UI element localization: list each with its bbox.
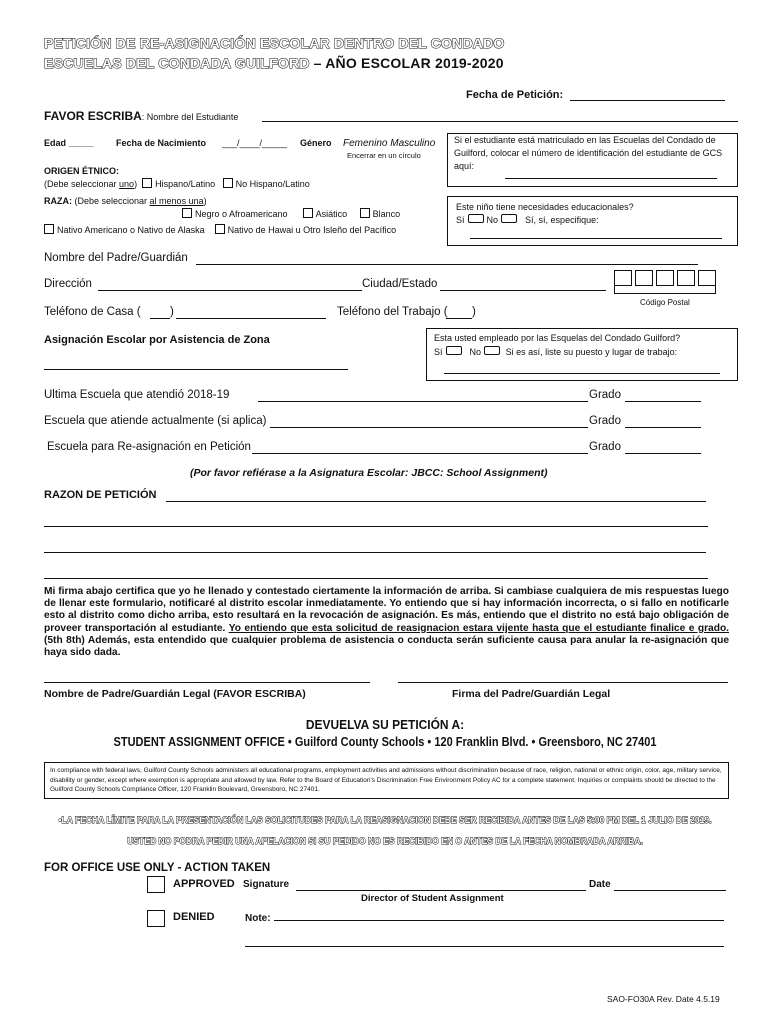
race-note-emphasis: al menos una bbox=[149, 196, 204, 206]
requested-school-grade-label: Grado bbox=[589, 441, 621, 453]
certification-text-underlined: Yo entiendo que esta solicitud de reasignacion estara vijente hasta que el estudiante finalice e grado. bbox=[228, 622, 729, 634]
home-phone-close: ) bbox=[170, 306, 174, 318]
student-name-row bbox=[44, 109, 238, 123]
ethnic-hispanic-label: Hispano/Latino bbox=[155, 179, 216, 189]
dob-label: Fecha de Nacimiento bbox=[116, 138, 207, 148]
reason-label: RAZON DE PETICIÓN bbox=[44, 489, 157, 501]
deadline-text: •LA FECHA LÍMITE PARA LA PRESENTACIÓN LAS SOLICITUDES PARA LA REASIGNACION DEBE SER RECIBIDA ANTES DE LAS 5:00 PM DEL 1 JULIO DE 2019. bbox=[58, 815, 712, 826]
race-label: RAZA: bbox=[44, 196, 72, 206]
no-appeal-text: USTED NO PODRA PEDIR UNA APELACION SI SU PEDIDO NO ES RECIBIDO EN O ANTES DE LA FECHA NOMBRADA ARRIBA. bbox=[127, 836, 643, 847]
current-school-label: Escuela que atiende actualmente (si aplica) bbox=[44, 415, 267, 427]
race-white-checkbox[interactable] bbox=[360, 208, 370, 218]
form-title-line2 bbox=[44, 55, 504, 71]
refer-note: (Por favor refiérase a la Asignatura Escolar: JBCC: School Assignment) bbox=[190, 467, 548, 479]
requested-school-label: Escuela para Re-asignación en Petición bbox=[47, 441, 251, 453]
certification-text-2: (5th 8th) Además, esta entendido que cualquier problema de asistencia o conducta serán suficiente causa para anular la re-asignación que haya sido dada. bbox=[44, 634, 729, 659]
reason-line-1[interactable] bbox=[166, 501, 706, 502]
race-note-close: ) bbox=[203, 196, 207, 206]
zip-digit-3[interactable] bbox=[656, 270, 674, 286]
return-address: STUDENT ASSIGNMENT OFFICE • Guilford County Schools • 120 Franklin Blvd. • Greensboro, NC 27401 bbox=[113, 735, 657, 749]
ethnic-non-hispanic-label: No Hispano/Latino bbox=[235, 179, 310, 189]
race-row bbox=[44, 196, 207, 206]
note-line-2[interactable] bbox=[245, 946, 724, 947]
return-heading: DEVUELVA SU PETICIÓN A: bbox=[305, 717, 465, 732]
race-row-2 bbox=[182, 208, 400, 219]
favor-escriba-label: FAVOR ESCRIBA bbox=[44, 109, 142, 123]
guardian-printed-name-label: Nombre de Padre/Guardián Legal (FAVOR ESCRIBA) bbox=[44, 688, 306, 700]
employed-question: Esta usted empleado por las Esquelas del Condado Guilford? bbox=[434, 333, 681, 343]
gcs-id-text: Si el estudiante está matriculado en las Escuelas del Condado de Guilford, colocar el número de identificación del estudiante de GCS aquí: bbox=[454, 135, 723, 171]
last-school-label: Ultima Escuela que atendió 2018-19 bbox=[44, 389, 230, 401]
office-date-label: Date bbox=[589, 879, 611, 890]
work-phone-close: ) bbox=[472, 306, 476, 318]
director-signature-field[interactable] bbox=[296, 890, 586, 891]
employed-row bbox=[434, 346, 677, 357]
zip-digit-5[interactable] bbox=[698, 270, 716, 286]
current-school-grade-field[interactable] bbox=[625, 427, 701, 428]
ethnic-note-close: ) bbox=[134, 179, 138, 189]
note-label: Note: bbox=[245, 913, 271, 924]
requested-school-grade-field[interactable] bbox=[625, 453, 701, 454]
guardian-signature-field[interactable] bbox=[398, 682, 728, 683]
race-white-label: Blanco bbox=[372, 209, 401, 219]
dob-field[interactable]: ___/____/_____ bbox=[222, 138, 288, 148]
approved-label: APPROVED bbox=[173, 878, 235, 890]
circle-note: Encerrar en un círculo bbox=[347, 151, 421, 160]
last-school-grade-label: Grado bbox=[589, 389, 621, 401]
district-name: ESCUELAS DEL CONDADA GUILFORD bbox=[44, 55, 310, 71]
employed-no-checkbox[interactable] bbox=[484, 346, 500, 355]
signature-label: Signature bbox=[243, 879, 290, 890]
school-year: – AÑO ESCOLAR 2019-2020 bbox=[309, 55, 504, 71]
certification-text bbox=[44, 586, 729, 659]
zip-digit-1[interactable] bbox=[614, 270, 632, 286]
ethnic-note: (Debe seleccionar bbox=[44, 179, 120, 189]
gender-options[interactable]: Femenino Masculino bbox=[343, 138, 436, 149]
race-black-label: Negro o Afroamericano bbox=[195, 209, 288, 219]
guardian-printed-name-field[interactable] bbox=[44, 682, 370, 683]
race-hawaiian-label: Nativo de Hawai u Otro Isleño del Pacífico bbox=[227, 225, 397, 235]
zip-underbox bbox=[614, 286, 716, 294]
ethnic-note-emphasis: uno bbox=[119, 179, 135, 189]
ethnic-label: ORIGEN ÉTNICO: bbox=[44, 166, 120, 176]
city-state-label: Ciudad/Estado bbox=[362, 278, 438, 290]
gcs-id-field[interactable] bbox=[505, 178, 717, 179]
guardian-signature-label: Firma del Padre/Guardián Legal bbox=[452, 688, 611, 700]
employed-si-label: Sí bbox=[434, 347, 443, 357]
zip-label: Código Postal bbox=[640, 298, 690, 307]
employed-field[interactable] bbox=[444, 373, 720, 374]
race-hawaiian-checkbox[interactable] bbox=[215, 224, 225, 234]
student-name-label: : Nombre del Estudiante bbox=[141, 112, 239, 122]
last-school-field[interactable] bbox=[258, 401, 588, 402]
compliance-notice: In compliance with federal laws, Guilford County Schools administers all educational programs, employment activities and admissions without discrimination because of race, religion, national or ethnic origin, color, age, military service, disability or gender, except where exemption is appropriate and allowed by law. Refer to the Board of Education's Discrimination Free Environment Policy AC for a complete statement. Inquiries or complaints should be directed to the Guilford County Schools Compliance Officer, 120 Franklin Boulevard, Greensboro, NC 27401. bbox=[44, 762, 729, 799]
approved-checkbox[interactable] bbox=[147, 876, 165, 893]
requested-school-field[interactable] bbox=[252, 453, 588, 454]
special-needs-specify-label: Sí, sí, especifique: bbox=[525, 215, 599, 225]
employed-si-checkbox[interactable] bbox=[446, 346, 462, 355]
work-phone-area-field[interactable] bbox=[446, 318, 472, 319]
race-note: (Debe seleccionar bbox=[72, 196, 150, 206]
address-field[interactable] bbox=[98, 290, 362, 291]
employed-no-label: No bbox=[469, 347, 482, 357]
gender-label: Género bbox=[300, 138, 332, 148]
no-appeal-notice bbox=[39, 836, 732, 847]
denied-label: DENIED bbox=[173, 911, 215, 923]
current-school-grade-label: Grado bbox=[589, 415, 621, 427]
office-use-heading: FOR OFFICE USE ONLY - ACTION TAKEN bbox=[44, 862, 271, 874]
special-needs-si-label: Sí bbox=[456, 215, 465, 225]
race-row-3 bbox=[44, 224, 396, 235]
guardian-name-label: Nombre del Padre/Guardián bbox=[44, 252, 188, 264]
race-native-am-checkbox[interactable] bbox=[44, 224, 54, 234]
guardian-name-field[interactable] bbox=[196, 264, 698, 265]
home-phone-label: Teléfono de Casa ( bbox=[44, 306, 141, 318]
ethnic-row bbox=[44, 178, 310, 189]
reason-line-2[interactable] bbox=[44, 526, 708, 527]
petition-date-label: Fecha de Petición: bbox=[466, 89, 564, 101]
note-line-1[interactable] bbox=[274, 920, 724, 921]
city-state-field[interactable] bbox=[440, 290, 606, 291]
current-school-field[interactable] bbox=[270, 427, 588, 428]
race-black-checkbox[interactable] bbox=[182, 208, 192, 218]
director-label: Director of Student Assignment bbox=[361, 893, 504, 904]
last-school-grade-field[interactable] bbox=[625, 401, 701, 402]
work-phone-label: Teléfono del Trabajo ( bbox=[337, 306, 448, 318]
deadline-notice bbox=[39, 815, 732, 826]
form-id: SAO-FO30A Rev. Date 4.5.19 bbox=[607, 994, 720, 1004]
petition-date-field[interactable] bbox=[570, 100, 725, 101]
special-needs-field[interactable] bbox=[470, 238, 722, 239]
home-phone-field[interactable] bbox=[176, 318, 326, 319]
special-needs-question: Este niño tiene necesidades educacionales? bbox=[456, 202, 634, 212]
employed-specify-label: Si es así, liste su puesto y lugar de trabajo: bbox=[505, 347, 678, 357]
zip-digit-4[interactable] bbox=[677, 270, 695, 286]
ethnic-hispanic-checkbox[interactable] bbox=[142, 178, 152, 188]
special-needs-no-label: No bbox=[486, 215, 499, 225]
special-needs-row bbox=[456, 214, 599, 225]
special-needs-no-checkbox[interactable] bbox=[501, 214, 517, 223]
age-label[interactable]: Edad _____ bbox=[44, 138, 94, 148]
zip-digit-2[interactable] bbox=[635, 270, 653, 286]
race-asian-checkbox[interactable] bbox=[303, 208, 313, 218]
zone-assignment-field[interactable] bbox=[44, 369, 348, 370]
ethnic-non-hispanic-checkbox[interactable] bbox=[223, 178, 233, 188]
reason-line-3[interactable] bbox=[44, 552, 706, 553]
race-asian-label: Asiático bbox=[315, 209, 348, 219]
special-needs-si-checkbox[interactable] bbox=[468, 214, 484, 223]
reason-line-4[interactable] bbox=[44, 578, 708, 579]
zone-assignment-label: Asignación Escolar por Asistencia de Zona bbox=[44, 334, 270, 346]
denied-checkbox[interactable] bbox=[147, 910, 165, 927]
home-phone-area-field[interactable] bbox=[150, 318, 170, 319]
certification-text-1: Mi firma abajo certifica que yo he llenado y contestado ciertamente la información de arriba. Si cambiase cualquiera de mis respuestas luego de llenar este formulario, notificaré al distrito escolar inmediatamente. Yo entiendo que si hay información incorrecta, o si fallo en notificarle esto al distrito como dicho arriba, esto resultará en la revocación de asignación. Es más, entiendo que el distrito no está bajo obligación de proveer transportación al estudiante. bbox=[44, 586, 729, 634]
office-date-field[interactable] bbox=[614, 890, 726, 891]
race-native-am-label: Nativo Americano o Nativo de Alaska bbox=[57, 225, 205, 235]
address-label: Dirección bbox=[44, 278, 92, 290]
form-title-line1: PETICIÓN DE RE-ASIGNACIÓN ESCOLAR DENTRO DEL CONDADO bbox=[44, 35, 505, 51]
student-name-field[interactable] bbox=[262, 121, 738, 122]
